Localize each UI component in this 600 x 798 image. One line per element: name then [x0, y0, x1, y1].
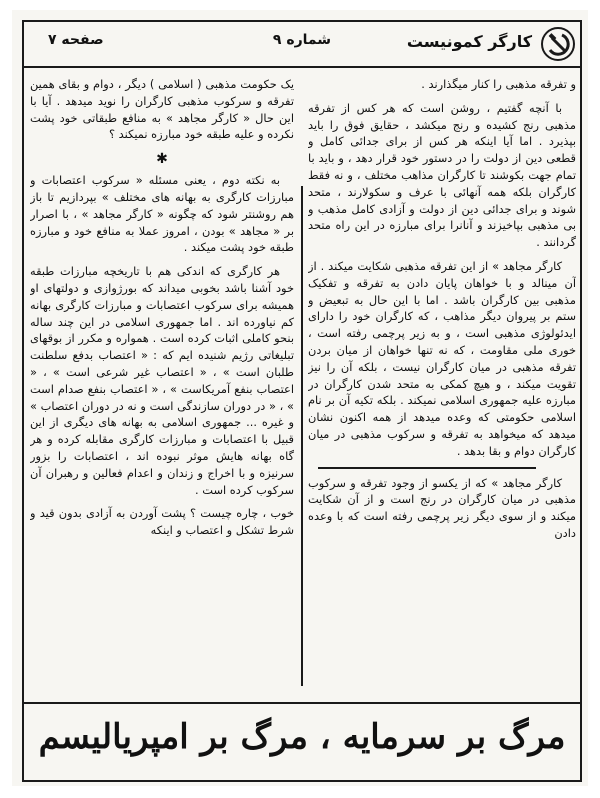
- article-column-right: [308, 76, 576, 688]
- publication-name: کارگر کمونیست: [406, 32, 532, 51]
- article-paragraph: یک حکومت مذهبی ( اسلامی ) دیگر ، دوام و بقای همین تفرقه و سرکوب مذهبی کارگران را نوید میدهد . آیا با این حال « کارگر مجاهد » به منافع طبقاتی خود پشت نکرده و علیه طبقه خود مبارزه نمیکند ؟: [30, 77, 294, 142]
- article-paragraph: هر کارگری که اندکی هم با تاریخچه مبارزات طبقه خود آشنا باشد بخوبی میداند که بورژوازی و دولتهای او همیشه برای سرکوب اعتصابات و مبارزات کارگری بهانه کم نیاورده اند . اما جمهوری اسلامی در این چند ساله بنحو کاملی اثبات کرده است . همواره و مکرر از بوقهای تبلیغاتی رژیم شنیده ایم که : « اعتصاب بدفع سلطنت طلبان است » ، « اعتصاب غیر شرعی است » ، « اعتصاب بنفع آمریکاست » ، « اعتصاب بنفع صدام است » ، « در دوران سازندگی است و نه در دوران اعتصاب » و غیره ... جمهوری اسلامی به بهانه های دیگری از این قبیل با اعتصابات و مبارزات کارگری مقابله کرده و هر گاه بهانه هایش موثر نبوده اند ، اعتصابات را بزور سرنیزه و با اخراج و زندان و اعدام فعالین و رهبران آن سرکوب کرده است .: [30, 264, 294, 497]
- section-divider: [318, 467, 536, 469]
- article-paragraph: به نکته دوم ، یعنی مسئله « سرکوب اعتصابات و مبارزات کارگری به بهانه های مختلف » بپردازیم تا باز هم روشنتر شود که چگونه « کارگر مجاهد » ، با اصرار بر « مجاهد » بودن ، امروز عملا به منافع خود و مبارزه طبقه خود پشت میکند .: [30, 173, 294, 255]
- footer-slogan: مرگ بر سرمایه ، مرگ بر امپریالیسم: [38, 717, 566, 757]
- star-separator-icon: ✱: [156, 151, 168, 168]
- article-paragraph: کارگر مجاهد » از این تفرقه مذهبی شکایت میکند . از آن مینالد و با خواهان پایان دادن به تفرقه و تفکیک مذهبی بین کارگران باشد . اما با این حال به تبعیض و ستم بر پیروان دیگر مذاهب ، که کارگران خود را دارای ایدئولوژی مذهبی است ، و به زیر پرچمی رفته است ، خوری ملی مقاومت ، که نه تنها خواهان از میان بردن تفرقه مذهبی در میان کارگران نیست ، بلکه آن را نیز تقویت میکند ، و هیچ کمکی به متحد شدن کارگران در مبارزه علیه جمهوری اسلامی نمیکند . بلکه تکیه آن بر نام اسلامی حکومتی که وعده میدهد از همه اکنون نشان میدهد که میخواهد به تفرقه و سرکوب مذهبی در میان کارگران دوام و بقا بدهد .: [308, 258, 576, 458]
- article-paragraph: و تفرقه مذهبی را کنار میگذارند .: [421, 77, 576, 91]
- article-column-left: [30, 76, 294, 688]
- page-number: صفحه ۷: [48, 32, 104, 48]
- article-paragraph: کارگر مجاهد » که از یکسو از وجود تفرقه و سرکوب مذهبی در میان کارگران در رنج است و از آن شکایت میکند و از سوی دیگر زیر پرچمی رفته است که با وعده دادن: [308, 475, 576, 540]
- footer-divider: [22, 702, 582, 704]
- article-paragraph: با آنچه گفتیم ، روشن است که هر کس از تفرقه مذهبی رنج کشیده و رنج میکشد ، حقایق فوق را باید بپذیرد . اما آیا اینکه هر کس از برای جدائی کامل و قطعی دین از دولت را در دستور خود قرار دهد ، و باید با تمام جهت بکوشند تا کارگران مذاهب مختلف ، و نه فقط کارگران بلکه همه آنهائی با عرف و سکولارند ، متحد شوند و برای جدائی دین از دولت و آزادی کامل مذهب و بی مذهبی بپاخیزند و آنانرا برای مبارزه در این راه متحد گردانند .: [308, 100, 576, 250]
- column-separator: [301, 186, 303, 686]
- article-paragraph: خوب ، چاره چیست ؟ پشت آوردن به آزادی بدون قید و شرط تشکل و اعتصاب و اینکه: [30, 506, 294, 538]
- masthead: [22, 20, 582, 68]
- issue-number: شماره ۹: [272, 32, 332, 48]
